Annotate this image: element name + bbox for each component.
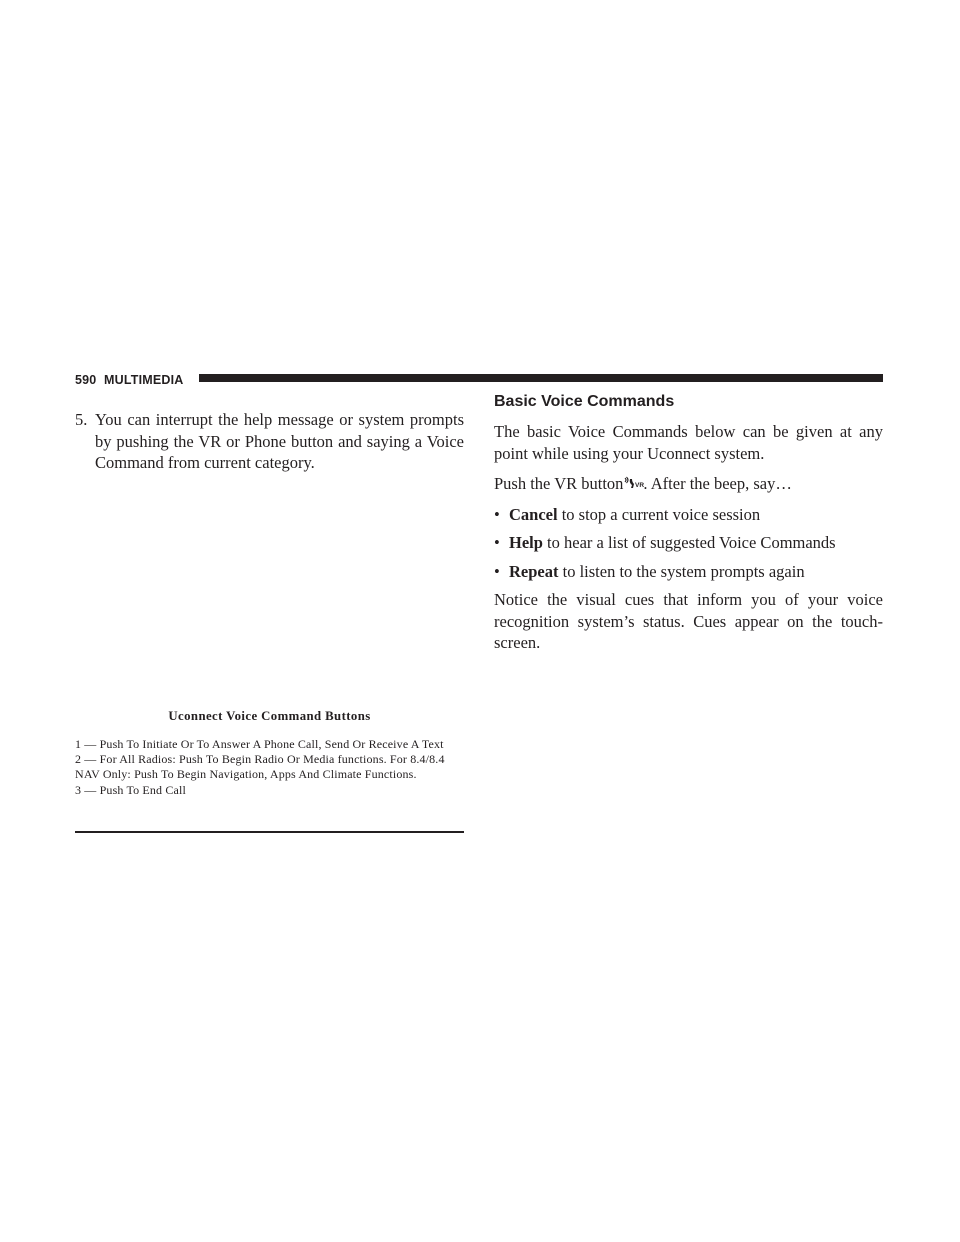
intro-paragraph: The basic Voice Commands below can be given at any point while using your Uconnect system.: [494, 422, 883, 463]
figure-legend: [75, 737, 464, 798]
push-suffix: . After the beep, say…: [643, 474, 792, 493]
notice-paragraph: Notice the visual cues that inform you of your voice recognition system’s status. Cues appear on the touch-screen.: [494, 590, 883, 652]
step-5: [75, 409, 464, 474]
left-column: [75, 409, 464, 474]
step-text: You can interrupt the help message or system prompts by pushing the VR or Phone button and saying a Voice Command from current category.: [95, 410, 464, 472]
bullet-cancel: [494, 504, 883, 526]
page-number: 590: [75, 373, 97, 387]
header-rule: [199, 374, 883, 382]
svg-text:VR: VR: [635, 482, 645, 489]
bullet-term: Cancel: [509, 504, 558, 524]
bullet-term: Repeat: [509, 561, 559, 581]
figure-image-area: [75, 476, 464, 698]
push-prefix: Push the VR button: [494, 474, 624, 493]
bullet-text: to hear a list of suggested Voice Commands: [542, 533, 836, 552]
bullet-help: [494, 532, 883, 554]
section-title: MULTIMEDIA: [104, 373, 184, 387]
bullet-term: Help: [509, 533, 543, 552]
page-header: [75, 369, 883, 393]
step-number: 5.: [75, 410, 88, 429]
legend-item-3: 3 — Push To End Call: [75, 782, 186, 797]
right-column: [494, 392, 883, 663]
figure-caption: Uconnect Voice Command Buttons: [168, 709, 371, 723]
legend-item-2: 2 — For All Radios: Push To Begin Radio Or Media functions. For 8.4/8.4 NAV Only: Push To Begin Navigation, Apps And Climate Functions.: [75, 752, 445, 782]
bullet-text: to stop a current voice session: [557, 504, 761, 524]
bullet-repeat: [494, 561, 883, 583]
bullet-text: to listen to the system prompts again: [558, 561, 805, 581]
bullet-dot: •: [494, 504, 500, 524]
section-heading: Basic Voice Commands: [494, 393, 675, 410]
legend-rule: [75, 831, 464, 833]
bullet-dot: •: [494, 561, 500, 581]
legend-item-1: 1 — Push To Initiate Or To Answer A Phone Call, Send Or Receive A Text: [75, 737, 444, 751]
push-instruction: [494, 473, 883, 495]
bullet-dot: •: [494, 533, 500, 552]
vr-button-icon: [623, 474, 643, 488]
